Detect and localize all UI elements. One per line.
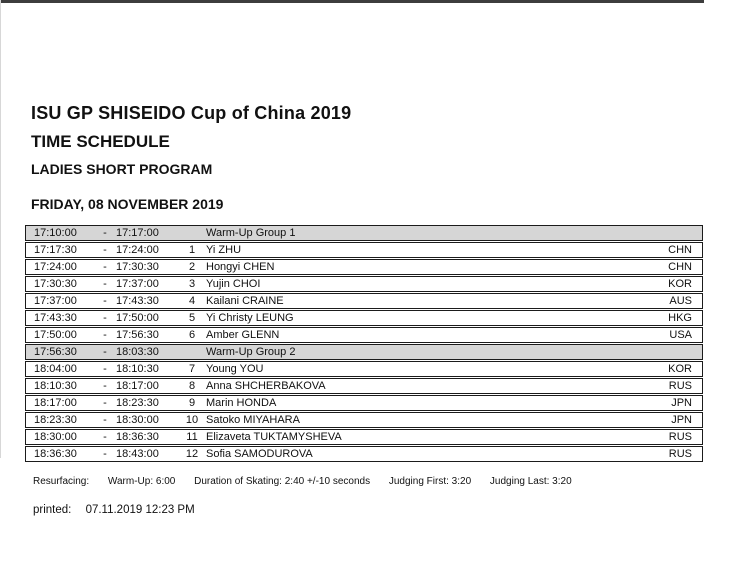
event-title: ISU GP SHISEIDO Cup of China 2019	[31, 103, 352, 123]
skater-name: Yi Christy LEUNG	[206, 312, 294, 324]
nation-code: JPN	[671, 414, 692, 426]
start-time: 18:36:30	[34, 448, 77, 460]
time-dash: -	[103, 295, 107, 307]
nation-code: KOR	[668, 363, 692, 375]
skater-name: Yi ZHU	[206, 244, 242, 256]
time-dash: -	[103, 227, 107, 239]
start-time: 18:30:00	[34, 431, 77, 443]
start-number: 8	[188, 380, 196, 392]
warmup-label: Warm-Up Group 1	[206, 227, 296, 239]
skater-name: Marin HONDA	[206, 397, 277, 409]
skater-row	[25, 395, 703, 411]
nation-code: RUS	[668, 448, 692, 460]
start-number: 12	[185, 448, 199, 460]
end-time: 17:43:30	[116, 295, 159, 307]
start-time: 17:30:30	[34, 278, 77, 290]
end-time: 17:56:30	[116, 329, 159, 341]
skater-row	[25, 242, 703, 258]
warmup-label: Warm-Up Group 2	[206, 346, 296, 358]
page-top-edge	[0, 0, 704, 3]
end-time: 18:03:30	[116, 346, 159, 358]
start-number: 3	[188, 278, 196, 290]
skater-name: Elizaveta TUKTAMYSHEVA	[206, 431, 342, 443]
start-time: 17:17:30	[34, 244, 77, 256]
start-number: 1	[188, 244, 196, 256]
start-time: 18:23:30	[34, 414, 77, 426]
nation-code: AUS	[669, 295, 692, 307]
nation-code: KOR	[668, 278, 692, 290]
skater-row	[25, 378, 703, 394]
duration-note: Duration of Skating: 2:40 +/-10 seconds	[194, 476, 371, 487]
start-time: 18:04:00	[34, 363, 77, 375]
skater-row	[25, 429, 703, 445]
nation-code: RUS	[668, 431, 692, 443]
start-time: 17:37:00	[34, 295, 77, 307]
skater-row	[25, 259, 703, 275]
end-time: 18:23:30	[116, 397, 159, 409]
end-time: 18:36:30	[116, 431, 159, 443]
time-dash: -	[103, 329, 107, 341]
skater-row	[25, 310, 703, 326]
end-time: 17:37:00	[116, 278, 159, 290]
end-time: 17:50:00	[116, 312, 159, 324]
skater-row	[25, 361, 703, 377]
skater-name: Young YOU	[206, 363, 264, 375]
skater-name: Amber GLENN	[206, 329, 280, 341]
start-time: 17:24:00	[34, 261, 77, 273]
time-dash: -	[103, 312, 107, 324]
time-dash: -	[103, 380, 107, 392]
resurfacing-label: Resurfacing:	[33, 476, 90, 487]
printed-label: printed:	[33, 504, 72, 516]
start-time: 17:50:00	[34, 329, 77, 341]
end-time: 18:30:00	[116, 414, 159, 426]
skater-name: Anna SHCHERBAKOVA	[206, 380, 326, 392]
time-dash: -	[103, 431, 107, 443]
start-time: 18:17:00	[34, 397, 77, 409]
skater-row	[25, 446, 703, 462]
time-dash: -	[103, 278, 107, 290]
document-title: TIME SCHEDULE	[31, 132, 170, 151]
end-time: 18:17:00	[116, 380, 159, 392]
time-dash: -	[103, 414, 107, 426]
warmup-row	[25, 225, 703, 241]
skater-name: Kailani CRAINE	[206, 295, 284, 307]
warmup-row	[25, 344, 703, 360]
skater-row	[25, 327, 703, 343]
time-dash: -	[103, 244, 107, 256]
start-number: 4	[188, 295, 196, 307]
time-dash: -	[103, 346, 107, 358]
date-heading: FRIDAY, 08 NOVEMBER 2019	[31, 196, 224, 212]
schedule-table	[25, 225, 703, 463]
notes-line	[33, 476, 572, 487]
judging-last-note: Judging Last: 3:20	[489, 476, 572, 487]
end-time: 17:17:00	[116, 227, 159, 239]
start-time: 17:56:30	[34, 346, 77, 358]
start-time: 18:10:30	[34, 380, 77, 392]
skater-row	[25, 276, 703, 292]
nation-code: HKG	[668, 312, 692, 324]
start-number: 5	[188, 312, 196, 324]
skater-row	[25, 293, 703, 309]
skater-name: Yujin CHOI	[206, 278, 261, 290]
start-number: 2	[188, 261, 196, 273]
start-time: 17:43:30	[34, 312, 77, 324]
nation-code: RUS	[668, 380, 692, 392]
printed-line	[33, 504, 195, 516]
skater-name: Sofia SAMODUROVA	[206, 448, 313, 460]
printed-timestamp: 07.11.2019 12:23 PM	[85, 504, 195, 516]
end-time: 18:43:00	[116, 448, 159, 460]
time-dash: -	[103, 397, 107, 409]
time-dash: -	[103, 261, 107, 273]
start-number: 6	[188, 329, 196, 341]
nation-code: CHN	[668, 261, 692, 273]
time-dash: -	[103, 363, 107, 375]
time-dash: -	[103, 448, 107, 460]
start-number: 10	[185, 414, 199, 426]
nation-code: USA	[669, 329, 692, 341]
end-time: 17:24:00	[116, 244, 159, 256]
start-number: 7	[188, 363, 196, 375]
end-time: 17:30:30	[116, 261, 159, 273]
start-number: 9	[188, 397, 196, 409]
page-left-edge	[0, 0, 1, 458]
nation-code: CHN	[668, 244, 692, 256]
segment-title: LADIES SHORT PROGRAM	[31, 161, 213, 177]
skater-name: Satoko MIYAHARA	[206, 414, 300, 426]
warmup-note: Warm-Up: 6:00	[107, 476, 176, 487]
start-number: 11	[186, 431, 198, 443]
start-time: 17:10:00	[34, 227, 77, 239]
nation-code: JPN	[671, 397, 692, 409]
skater-row	[25, 412, 703, 428]
end-time: 18:10:30	[116, 363, 159, 375]
judging-first-note: Judging First: 3:20	[388, 476, 472, 487]
skater-name: Hongyi CHEN	[206, 261, 275, 273]
